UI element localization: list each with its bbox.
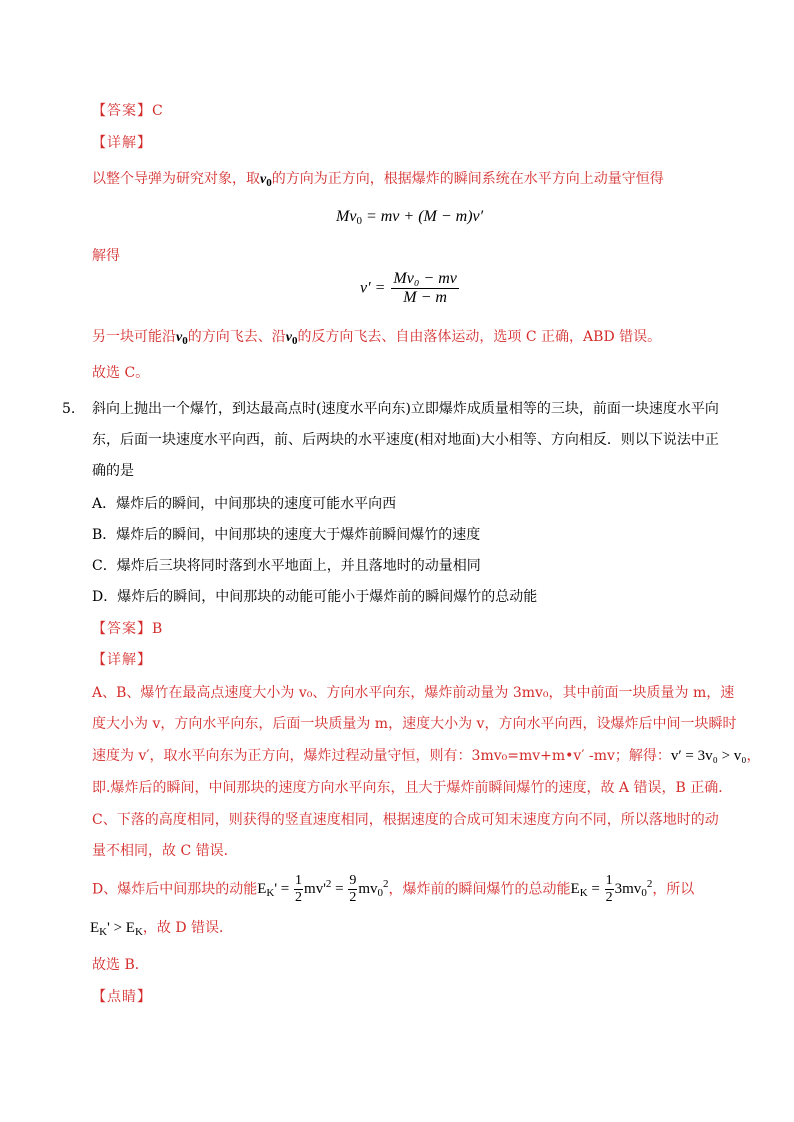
energy-comparison: $E_K' > E_K$ (90, 920, 143, 938)
solution-line-4: 即.爆炸后的瞬间，中间那块的速度方向水平向东，且大于爆炸前瞬间爆竹的速度，故 A 错误，B 正确． (92, 780, 733, 796)
answer-line (92, 101, 164, 121)
option-a: A．爆炸后的瞬间，中间那块的速度可能水平向西 (92, 496, 397, 512)
equation-momentum: $Mv_0$ = mv + (M − m)v′ (336, 208, 484, 227)
detail-heading: 【详解】 (92, 135, 152, 151)
solution-line-8: $E_K' > E_K$，故 D 错误． (90, 920, 234, 938)
answer-line-2: 【答案】B (92, 621, 164, 637)
jiede-label: 解得 (92, 248, 120, 264)
answer-tag: 【答案】 (92, 103, 152, 119)
kinetic-energy-after: $E_K'$ = $\frac{1}{2}$ $mv'^2$ = $\frac{9}{2}$ $mv_0^2$ (257, 873, 389, 905)
conclusion-2: 故选 B． (92, 957, 149, 973)
solution-paragraph-2: 另一块可能沿$v_0$的方向飞去、沿$v_0$的反方向飞去、自由落体运动，选项 C 正确，ABD 错误。 (92, 329, 662, 347)
velocity-inequality: v′ = 3v₀ > v₀ (670, 748, 747, 764)
fraction: $\frac{\text{Mv₀ − mv}}{M - m}$ (393, 270, 457, 306)
question-stem-1: 斜向上抛出一个爆竹，到达最高点时(速度水平向东)立即爆炸成质量相等的三块，前面一块速度水平向 (92, 401, 719, 417)
option-d: D．爆炸后的瞬间，中间那块的动能可能小于爆炸前的瞬间爆竹的总动能 (92, 589, 538, 605)
answer-value: C (152, 103, 164, 119)
solution-line-3: 速度为 v′，取水平向东为正方向，爆炸过程动量守恒，则有：3mv₀=mv+m•v′ -mv；解得：v′ = 3v₀ > v₀， (92, 748, 761, 764)
question-stem-2: 东，后面一块速度水平向西，前、后两块的水平速度(相对地面)大小相等、方向相反．则以下说法中正 (92, 432, 719, 448)
option-b: B．爆炸后的瞬间，中间那块的速度大于爆炸前瞬间爆竹的速度 (92, 527, 481, 543)
detail-heading-2: 【详解】 (92, 652, 152, 668)
option-c: C．爆炸后三块将同时落到水平地面上，并且落地时的动量相同 (92, 558, 481, 574)
question-stem-3: 确的是 (92, 463, 134, 479)
conclusion-1: 故选 C。 (92, 365, 150, 381)
question-number: 5. (62, 401, 76, 417)
kinetic-energy-before: $E_K$ = $\frac{1}{2}$ $3mv_0^2$ (570, 873, 653, 905)
solution-line-5: C、下落的高度相同，则获得的竖直速度相同，根据速度的合成可知末速度方向不同，所以落地时的动 (92, 812, 719, 828)
solution-line-2: 度大小为 v，方向水平向东，后面一块质量为 m，速度大小为 v，方向水平向西，设爆炸后中间一块瞬时 (92, 716, 737, 732)
review-heading: 【点睛】 (92, 989, 152, 1005)
solution-paragraph: 以整个导弹为研究对象，取$v_0$的方向为正方向，根据爆炸的瞬间系统在水平方向上动量守恒得 (92, 171, 664, 189)
solution-line-7: D、爆炸后中间那块的动能$E_K'$ = $\frac{1}{2}$ $mv'^2$ = $\frac{9}{2}$ $mv_0^2$，爆炸前的瞬间爆竹的总动能$E_K$ = $\frac{1}{2}$ $3mv_0^2$，所以 (92, 873, 695, 905)
solution-line-1: A、B、爆竹在最高点速度大小为 v₀、方向水平向东，爆炸前动量为 3mv₀，其中前面一块质量为 m，速 (92, 685, 735, 701)
answer-value-2: B (152, 621, 164, 637)
solution-line-6: 量不相同，故 C 错误． (92, 843, 238, 859)
equation-result: v′ = $\frac{\text{Mv₀ − mv}}{M - m}$ (360, 270, 457, 306)
